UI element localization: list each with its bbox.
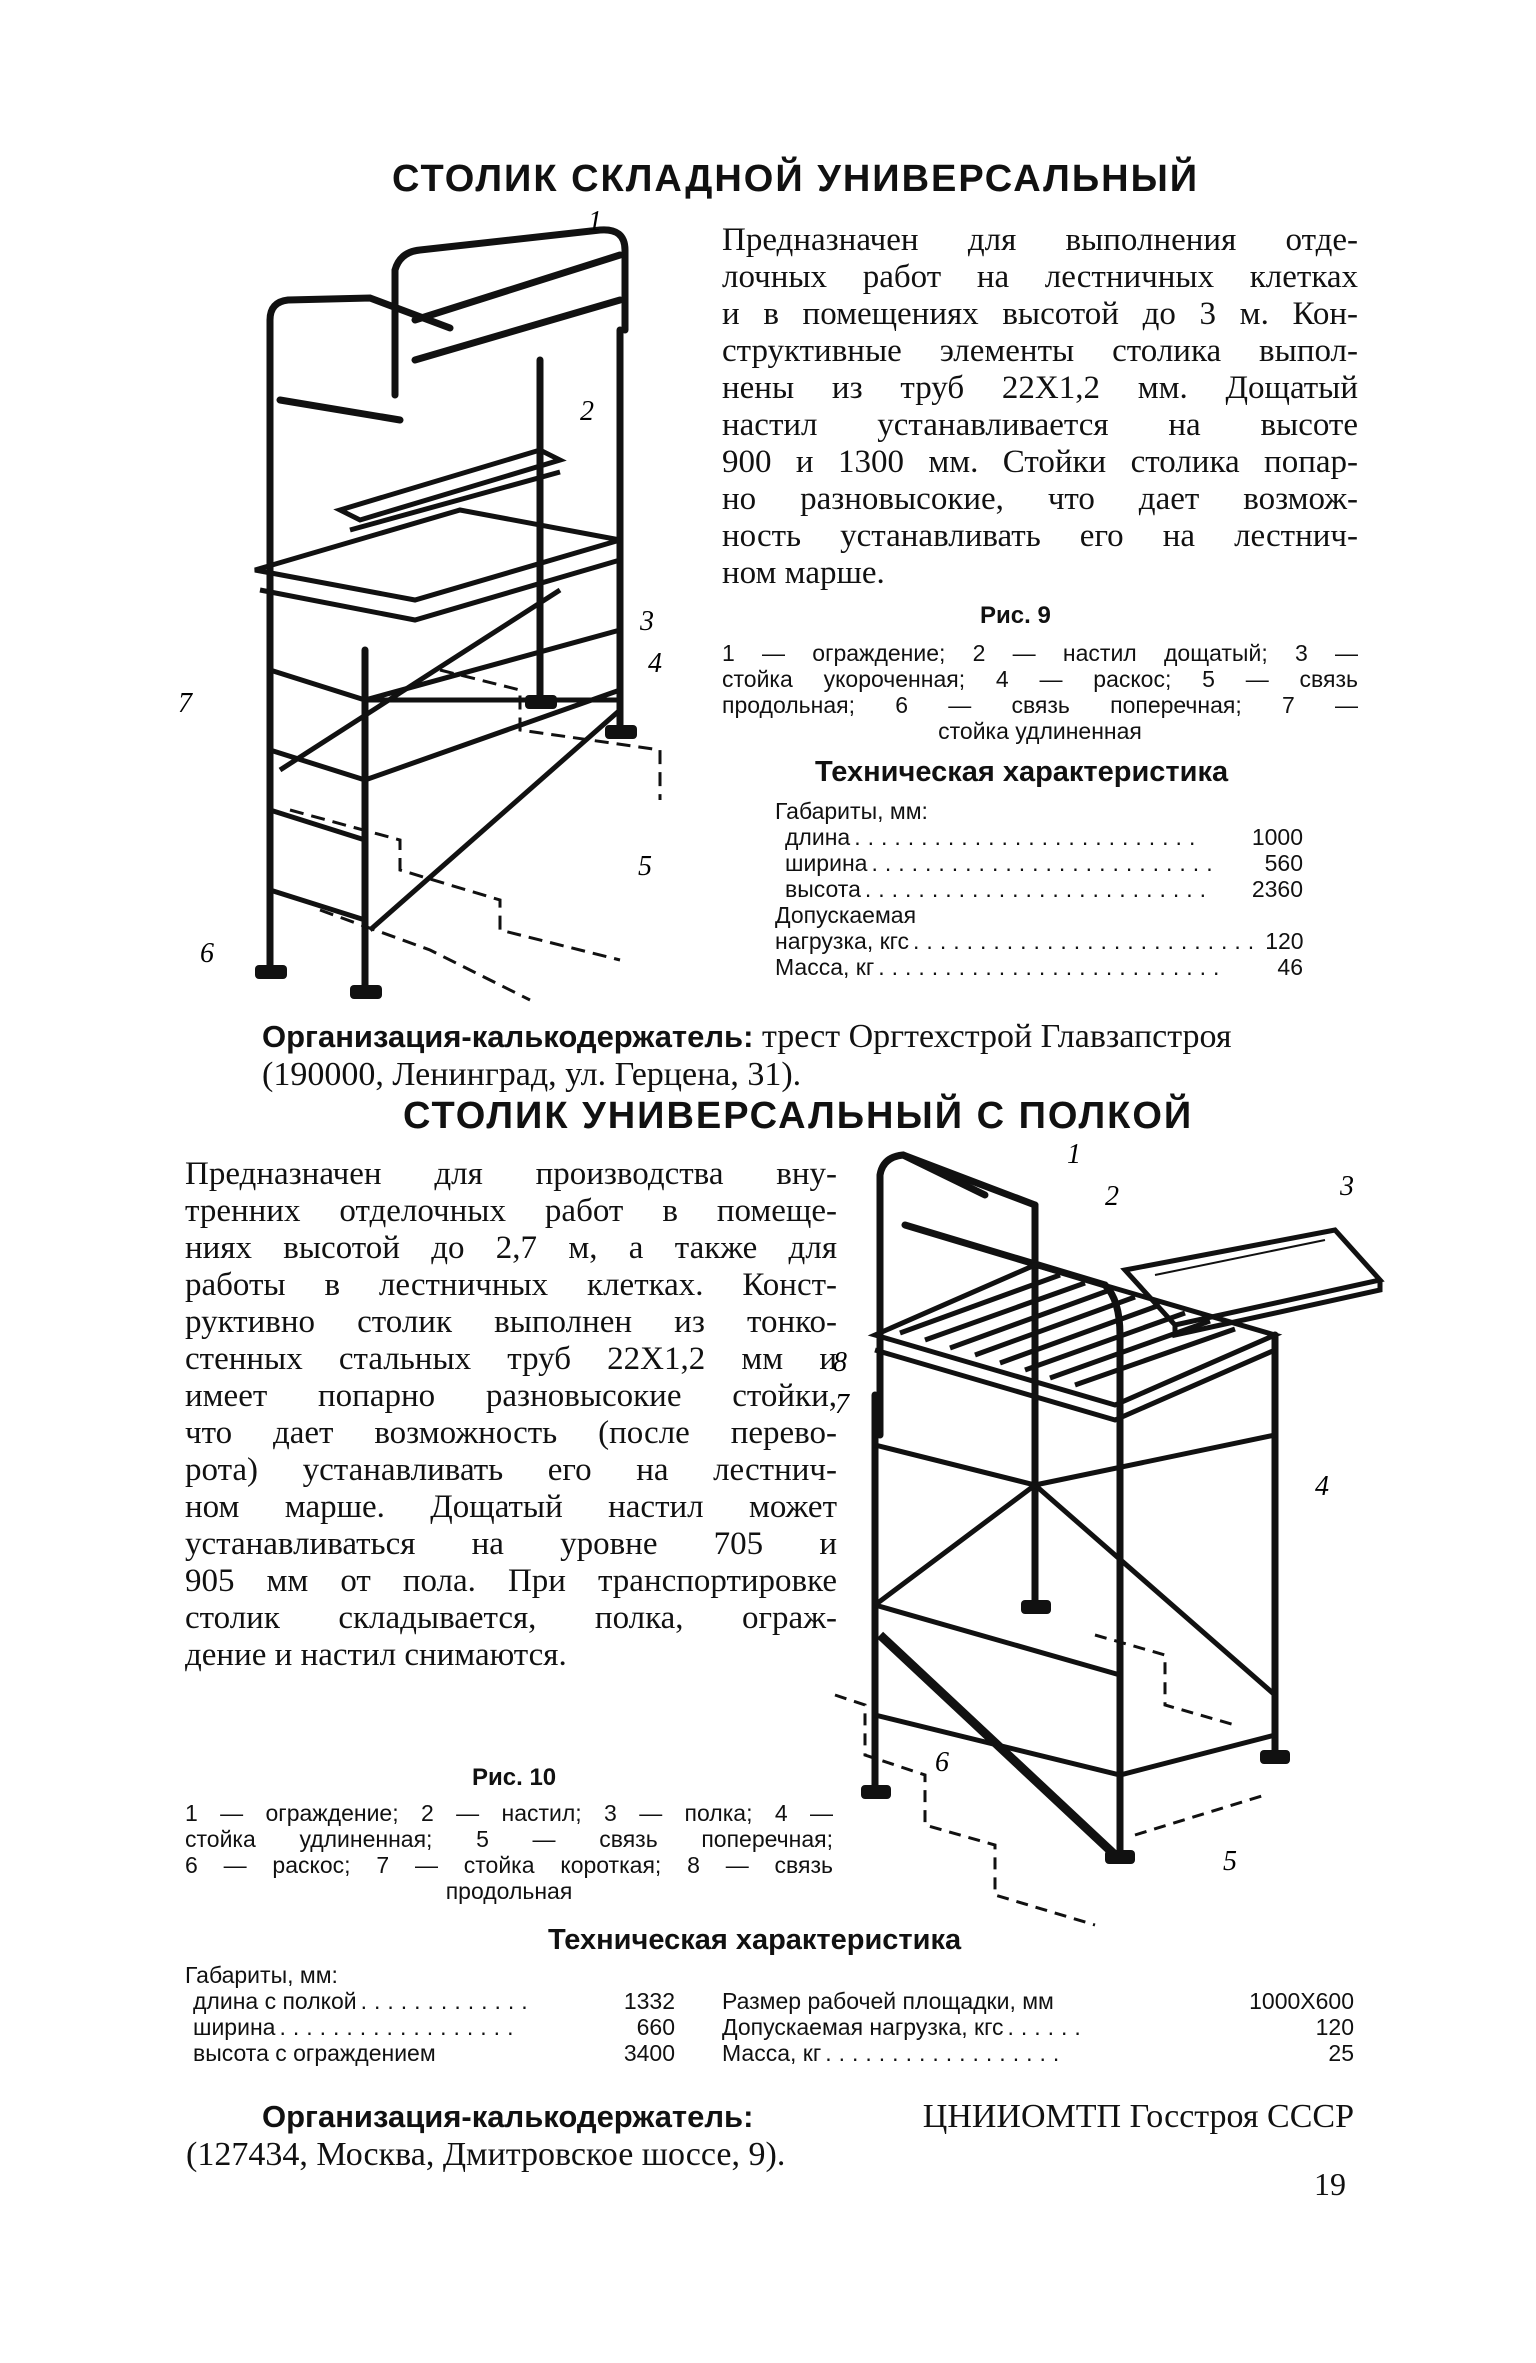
page-number: 19	[1314, 2166, 1346, 2202]
fig10-label-7: 7	[835, 1389, 849, 1420]
section2-description-line: работы в лестничных клетках. Конст-	[185, 1267, 837, 1303]
spec-row-mass: Масса, кг .................. 25	[722, 2040, 1354, 2066]
section1-description-line: ность устанавливать его на лестнич-	[722, 518, 1358, 554]
spec-row-width: ширина .................. 660	[193, 2014, 675, 2040]
section2-description-line: имеет попарно разновысокие стойки,	[185, 1378, 837, 1414]
figure-9-folding-table	[178, 206, 720, 1020]
section2-organization	[186, 2098, 1354, 2174]
spec-row-height: высота .......................... 2360	[785, 876, 1303, 902]
section2-spec-right	[722, 1988, 1354, 2066]
fig10-label-5: 5	[1223, 1846, 1237, 1877]
section2-description-line: ном марше. Дощатый настил может	[185, 1489, 837, 1525]
section2-description-line: тренних отделочных работ в помеще-	[185, 1193, 837, 1229]
legend-line: стойка удлиненная	[938, 718, 1142, 744]
spec-row-length: длина .......................... 1000	[785, 824, 1303, 850]
section1-description-line: структивные элементы столика выпол-	[722, 333, 1358, 369]
legend-line: стойка укороченная; 4 — раскос; 5 — связь	[722, 666, 1358, 692]
section2-spec-left	[185, 1962, 675, 2066]
section1-spec-table	[775, 798, 1303, 980]
section2-description-line: дение и настил снимаются.	[185, 1637, 567, 1673]
legend-line: продольная	[445, 1878, 573, 1904]
legend-line: стойка удлиненная; 5 — связь поперечная;	[185, 1826, 833, 1852]
figure-9-legend	[722, 640, 1358, 744]
section2-description-line: что дает возможность (после перево-	[185, 1415, 837, 1451]
fig10-label-8: 8	[833, 1347, 847, 1378]
section2-description-line: ниях высотой до 2,7 м, а также для	[185, 1230, 837, 1266]
legend-line: продольная; 6 — связь поперечная; 7 —	[722, 692, 1358, 718]
spec-row-length-with-shelf: длина с полкой ............. 1332	[193, 1988, 675, 2014]
section1-description-line: Предназначен для выполнения отде-	[722, 222, 1358, 258]
section1-title: СТОЛИК СКЛАДНОЙ УНИВЕРСАЛЬНЫЙ	[392, 158, 1200, 200]
section1-description-line: но разновысокие, что дает возмож-	[722, 481, 1358, 517]
spec-row-width: ширина .......................... 560	[785, 850, 1303, 876]
section2-description-line: стенных стальных труб 22X1,2 мм и	[185, 1341, 837, 1377]
section1-description-line: и в помещениях высотой до 3 м. Кон-	[722, 296, 1358, 332]
section1-description-line: 900 и 1300 мм. Стойки столика попар-	[722, 444, 1358, 480]
section2-description-line: столик складывается, полка, ограж-	[185, 1600, 837, 1636]
fig10-label-1: 1	[1067, 1139, 1081, 1170]
section2-description	[185, 1156, 837, 1674]
section2-description-line: устанавливаться на уровне 705 и	[185, 1526, 837, 1562]
section1-description-line: ном марше.	[722, 555, 885, 591]
section2-description-line: рота) устанавливать его на лестнич-	[185, 1452, 837, 1488]
spec-row-height-with-rail: высота с ограждением 3400	[193, 2040, 675, 2066]
spec-row-load: Допускаемая нагрузка, кгс ...... 120	[722, 2014, 1354, 2040]
section2-title: СТОЛИК УНИВЕРСАЛЬНЫЙ С ПОЛКОЙ	[403, 1095, 1194, 1137]
org-address: (127434, Москва, Дмитровское шоссе, 9).	[186, 2136, 786, 2173]
section2-spec-title: Техническая характеристика	[548, 1924, 962, 1956]
fig10-label-2: 2	[1105, 1181, 1119, 1212]
section1-description	[722, 222, 1358, 592]
fig10-label-6: 6	[935, 1747, 949, 1778]
figure-10-legend	[185, 1800, 833, 1904]
legend-line: 1 — ограждение; 2 — настил; 3 — полка; 4 —	[185, 1800, 833, 1826]
fig10-label-3: 3	[1340, 1171, 1354, 1202]
section2-description-line: руктивно столик выполнен из тонко-	[185, 1304, 837, 1340]
figure-10-table-with-shelf	[835, 1135, 1395, 1915]
fig9-label-4: 4	[648, 648, 662, 679]
fig9-label-5: 5	[638, 851, 652, 882]
section2-description-line: Предназначен для производства вну-	[185, 1156, 837, 1192]
spec-group-label: Габариты, мм:	[185, 1962, 338, 1988]
fig9-label-2: 2	[580, 396, 594, 427]
figure-10-title: Рис. 10	[472, 1764, 557, 1791]
spec-row-load: нагрузка, кгс .......................... 120	[775, 928, 1304, 954]
legend-line: 6 — раскос; 7 — стойка короткая; 8 — связь	[185, 1852, 833, 1878]
spec-row-platform-size: Размер рабочей площадки, мм 1000X600	[722, 1988, 1354, 2014]
org-label: Организация-калькодержатель:	[262, 1019, 754, 1054]
spec-group-label: Габариты, мм:	[775, 798, 928, 824]
spec-row-mass: Масса, кг .......................... 46	[775, 954, 1303, 980]
figure-9-title: Рис. 9	[980, 602, 1051, 629]
section1-description-line: настил устанавливается на высоте	[722, 407, 1358, 443]
org-label: Организация-калькодержатель:	[262, 2099, 754, 2134]
org-address: (190000, Ленинград, ул. Герцена, 31).	[262, 1056, 802, 1093]
section1-description-line: нены из труб 22X1,2 мм. Дощатый	[722, 370, 1358, 406]
fig9-label-7: 7	[178, 688, 192, 719]
fig9-label-1: 1	[588, 206, 602, 237]
fig10-label-4: 4	[1315, 1471, 1329, 1502]
fig9-label-6: 6	[200, 938, 214, 969]
section1-organization	[262, 1018, 1232, 1094]
section2-description-line: 905 мм от пола. При транспортировке	[185, 1563, 837, 1599]
org-name: ЦНИИОМТП Госстроя СССР	[922, 2098, 1354, 2135]
legend-line: 1 — ограждение; 2 — настил дощатый; 3 —	[722, 640, 1358, 666]
section1-spec-title: Техническая характеристика	[815, 756, 1229, 788]
org-name: трест Оргтехстрой Главзапстроя	[761, 1018, 1232, 1055]
section1-description-line: лочных работ на лестничных клетках	[722, 259, 1358, 295]
fig9-label-3: 3	[640, 606, 654, 637]
spec-row-load-label: Допускаемая	[775, 902, 917, 928]
